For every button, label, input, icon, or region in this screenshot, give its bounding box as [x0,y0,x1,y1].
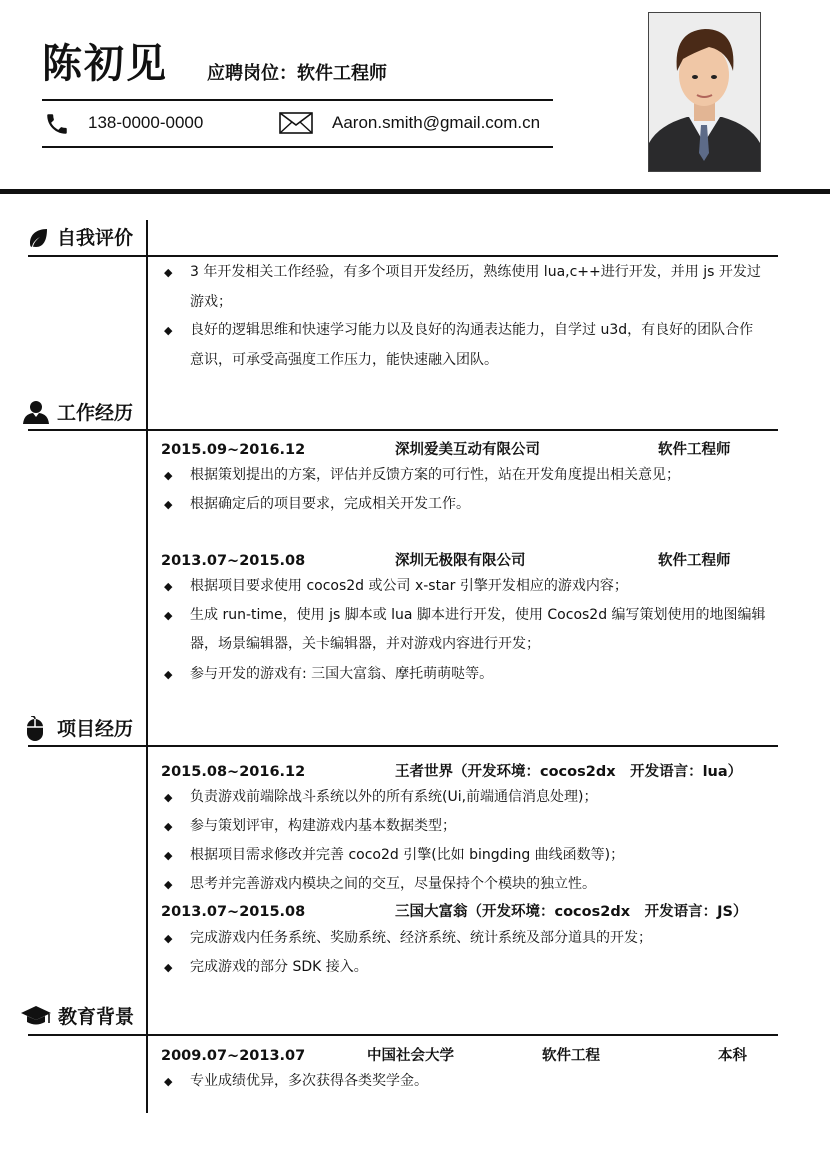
job-period: 2013.07~2015.08 [161,553,306,569]
self-eval-line: 游戏； [190,294,232,310]
phone-icon [44,111,70,137]
job-duty: 器，场景编辑器，关卡编辑器，并对游戏内容进行开发； [190,636,540,652]
bullet-icon: ◆ [164,878,173,891]
job-company: 深圳爱美互动有限公司 [395,442,540,458]
self-eval-line: 意识，可承受高强度工作压力，能快速融入团队。 [190,352,498,368]
person-icon [22,400,50,424]
project-duty: 思考并完善游戏内模块之间的交互，尽量保持个个模块的独立性。 [190,876,596,892]
project-duty: 负责游戏前端除战斗系统以外的所有系统(Ui,前端通信消息处理)； [190,789,598,805]
job-duty: 根据项目要求使用 cocos2d 或公司 x-star 引擎开发相应的游戏内容； [190,578,628,594]
section-rule-education [28,1034,778,1036]
job-duty: 根据策划提出的方案，评估并反馈方案的可行性，站在开发角度提出相关意见； [190,467,680,483]
header-divider-bottom [42,146,553,148]
job-period: 2015.09~2016.12 [161,442,306,458]
header-bottom-bar [0,189,830,194]
candidate-name: 陈初见 [42,41,168,87]
section-title-education: 教育背景 [58,1006,135,1028]
bullet-icon: ◆ [164,849,173,862]
bullet-icon: ◆ [164,469,173,482]
project-info: 三国大富翁（开发环境：cocos2dx 开发语言：JS） [395,904,748,920]
bullet-icon: ◆ [164,498,173,511]
project-duty: 参与策划评审，构建游戏内基本数据类型； [190,818,456,834]
section-rule-projects [28,745,778,747]
section-rule-work [28,429,778,431]
phone-number: 138-0000-0000 [88,113,204,132]
section-title-work: 工作经历 [57,402,134,424]
bullet-icon: ◆ [164,609,173,622]
section-rule-self-eval [28,255,778,257]
education-period: 2009.07~2013.07 [161,1048,306,1064]
section-title-projects: 项目经历 [57,718,134,740]
applied-position: 应聘岗位：软件工程师 [207,63,387,84]
project-duty: 完成游戏的部分 SDK 接入。 [190,959,368,975]
graduation-cap-icon [20,1004,52,1028]
project-duty: 完成游戏内任务系统、奖励系统、经济系统、统计系统及部分道具的开发； [190,930,652,946]
bullet-icon: ◆ [164,791,173,804]
education-note: 专业成绩优异，多次获得各类奖学金。 [190,1073,428,1089]
education-degree: 本科 [718,1048,747,1064]
email-address: Aaron.smith@gmail.com.cn [332,113,541,132]
bullet-icon: ◆ [164,961,173,974]
project-period: 2015.08~2016.12 [161,764,306,780]
header-divider-top [42,99,553,101]
job-role: 软件工程师 [658,553,731,569]
timeline-line [146,220,148,1113]
leaf-icon [26,226,50,250]
education-school: 中国社会大学 [367,1048,454,1064]
envelope-icon [279,112,313,134]
bullet-icon: ◆ [164,668,173,681]
bullet-icon: ◆ [164,820,173,833]
self-eval-line: 良好的逻辑思维和快速学习能力以及良好的沟通表达能力，自学过 u3d，有良好的团队合作 [190,322,754,338]
job-duty: 根据确定后的项目要求，完成相关开发工作。 [190,496,470,512]
bullet-icon: ◆ [164,580,173,593]
education-major: 软件工程 [542,1048,600,1064]
bullet-icon: ◆ [164,1075,173,1088]
project-info: 王者世界（开发环境：cocos2dx 开发语言：lua） [395,764,743,780]
self-eval-line: 3 年开发相关工作经验，有多个项目开发经历，熟练使用 lua,c++进行开发，并用 js 开发过 [190,264,761,280]
project-duty: 根据项目需求修改并完善 coco2d 引擎(比如 bingding 曲线函数等)； [190,847,625,863]
mouse-icon [24,716,46,742]
section-title-self-eval: 自我评价 [57,227,134,249]
bullet-icon: ◆ [164,266,173,279]
job-company: 深圳无极限有限公司 [395,553,526,569]
bullet-icon: ◆ [164,324,173,337]
job-role: 软件工程师 [658,442,731,458]
project-period: 2013.07~2015.08 [161,904,306,920]
bullet-icon: ◆ [164,932,173,945]
profile-photo [648,12,761,172]
job-duty: 参与开发的游戏有: 三国大富翁、摩托萌萌哒等。 [190,666,494,682]
job-duty: 生成 run-time，使用 js 脚本或 lua 脚本进行开发，使用 Cocos2d 编写策划使用的地图编辑 [190,607,766,623]
